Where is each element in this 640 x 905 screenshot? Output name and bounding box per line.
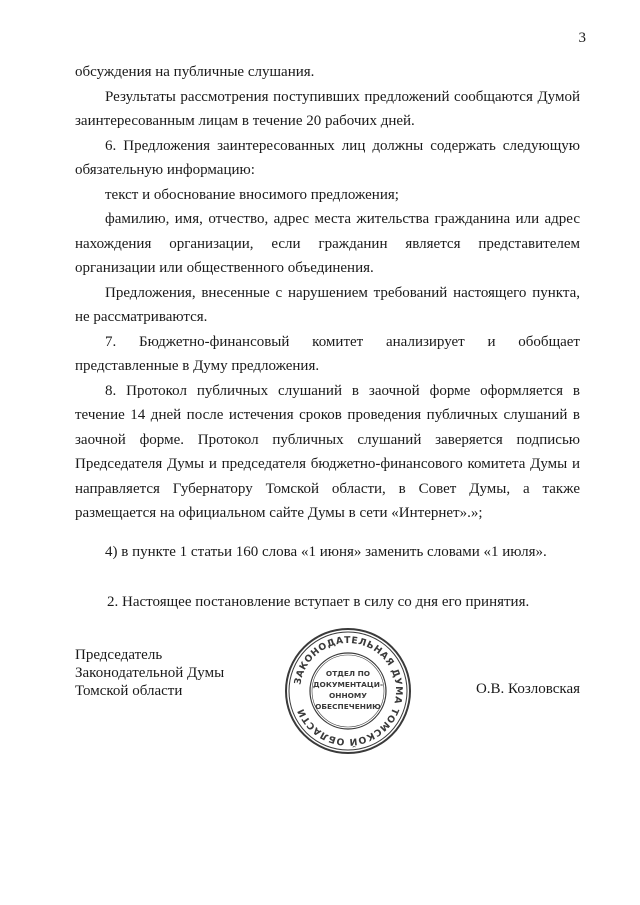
signer-name: О.В. Козловская — [475, 681, 580, 697]
seal-center-line3: ОННОМУ — [329, 691, 367, 700]
paragraph-results: Результаты рассмотрения поступивших предложений сообщаются Думой заинтересованным лицам в течение 20 рабочих дней. — [75, 88, 580, 129]
paragraph-item-7: 7. Бюджетно-финансовый комитет анализирует и обобщает представленные в Думу предложения. — [75, 333, 580, 374]
paragraph-continuation: обсуждения на публичные слушания. — [75, 64, 315, 80]
signatory-title-line2: Законодательной Думы — [75, 665, 225, 681]
paragraph-personal-data: фамилию, имя, отчество, адрес места жительства гражданина или адрес нахождения организации, если гражданин является представителем организации или общественного объединения. — [75, 211, 580, 276]
paragraph-proposal-text: текст и обоснование вносимого предложения; — [105, 186, 399, 203]
signatory-title-line1: Председатель — [75, 647, 163, 663]
paragraph-item-8: 8. Протокол публичных слушаний в заочной форме оформляется в течение 14 дней после истечения сроков проведения публичных слушаний в заочной форме. Протокол публичных слушаний заверяется подписью Председателя Думы и председателя бюджетно-финансового комитета Думы и направляется Губернатору Томской области, в Совет Думы, а также размещается на официальном сайте Думы в сети «Интернет».»; — [75, 382, 580, 521]
document-body — [75, 60, 580, 615]
seal-center-line4: ОБЕСПЕЧЕНИЮ — [315, 702, 381, 711]
seal-center-line1: ОТДЕЛ ПО — [325, 669, 371, 678]
paragraph-violations: Предложения, внесенные с нарушением требований настоящего пункта, не рассматриваются. — [75, 284, 580, 325]
paragraph-effective-date: 2. Настоящее постановление вступает в силу со дня его принятия. — [107, 594, 530, 610]
seal-center-line2: ДОКУМЕНТАЦИ- — [312, 680, 384, 689]
official-seal — [283, 626, 413, 756]
signatory-block — [75, 646, 224, 700]
paragraph-subitem-4: 4) в пункте 1 статьи 160 слова «1 июня» заменить словами «1 июля». — [105, 543, 547, 560]
paragraph-item-6: 6. Предложения заинтересованных лиц должны содержать следующую обязательную информацию: — [75, 137, 580, 178]
seal-ring-text: ЗАКОНОДАТЕЛЬНАЯ ДУМА ТОМСКОЙ ОБЛАСТИ — [292, 634, 405, 748]
page-number: 3 — [578, 30, 586, 46]
signatory-title-line3: Томской области — [75, 683, 183, 699]
